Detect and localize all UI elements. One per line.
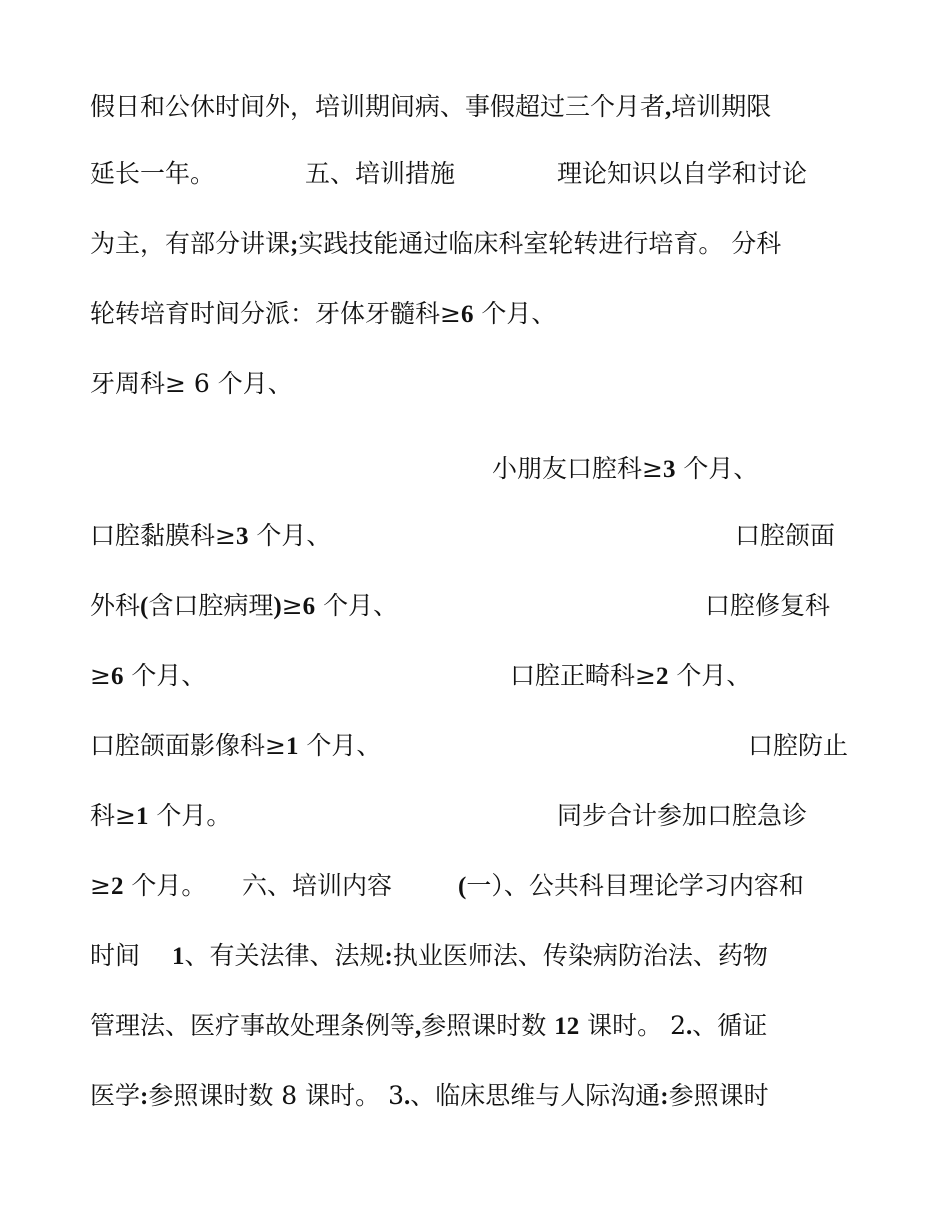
text-line [90, 939, 140, 973]
bold-text-run: 6 [460, 301, 474, 328]
bold-text-run: . [686, 1013, 693, 1040]
text-line [510, 659, 751, 694]
text-run: 、循证 [692, 1011, 768, 1040]
text-line [242, 869, 392, 903]
text-run: 为主，有部分讲课 [90, 229, 291, 258]
bold-text-run: ( [140, 593, 149, 620]
bold-text-run: 3 [235, 523, 249, 550]
text-run: 课时。 2 [579, 1011, 687, 1040]
text-run: 一）、公共科目理论学习内容和 [466, 871, 804, 900]
text-line [90, 869, 206, 904]
text-line [90, 1079, 769, 1114]
text-run: 牙周科≥ 6 个月、 [90, 369, 293, 398]
text-run: 含口腔病理 [148, 591, 274, 620]
text-line [90, 799, 231, 834]
text-run: 口腔黏膜科≥ [90, 521, 236, 550]
text-line [492, 452, 758, 487]
text-run: 同步合计参加口腔急诊 [557, 801, 808, 830]
text-line [705, 589, 830, 623]
text-line [90, 157, 215, 191]
text-line [90, 90, 771, 125]
text-run: 参照课时数 [421, 1011, 555, 1040]
bold-text-run: ; [290, 231, 299, 258]
bold-text-run: , [415, 1013, 422, 1040]
bold-text-run: , [665, 94, 672, 121]
text-run: 口腔修复科 [705, 591, 831, 620]
bold-text-run: 12 [554, 1013, 580, 1040]
text-run: 延长一年。 [90, 159, 216, 188]
text-run: 、临床思维与人际沟通 [410, 1081, 661, 1110]
text-line [458, 869, 804, 904]
text-run: 轮转培育时间分派：牙体牙髓科≥ [90, 299, 461, 328]
text-run: 科≥ [90, 801, 136, 830]
text-line [90, 367, 293, 401]
text-run: 个月、 [473, 299, 557, 328]
bold-text-run: : [384, 943, 393, 970]
text-run: 假日和公休时间外，培训期间病、事假超过三个月者 [90, 92, 666, 121]
text-line [90, 1009, 767, 1044]
bold-text-run: 6 [302, 593, 316, 620]
text-run: 个月。 [148, 801, 232, 830]
text-line [90, 227, 781, 262]
text-run: 参照课时 [668, 1081, 769, 1110]
bold-text-run: ( [458, 873, 467, 900]
text-run: 个月、 [675, 454, 759, 483]
text-line [90, 659, 206, 694]
text-line [172, 939, 768, 974]
text-run: 理论知识以自学和讨论 [557, 159, 808, 188]
text-run: 个月、 [315, 591, 399, 620]
text-run: 口腔颌面 [735, 521, 836, 550]
text-run: ≥ [90, 871, 111, 900]
text-line [90, 589, 398, 624]
text-run: 参照课时数 8 课时。 3 [148, 1081, 404, 1110]
bold-text-run: : [140, 1083, 149, 1110]
text-line [748, 729, 848, 763]
text-run: 口腔防止 [748, 731, 849, 760]
text-run: 小朋友口腔科≥ [492, 454, 663, 483]
text-run: 个月、 [123, 661, 207, 690]
text-line [90, 297, 556, 332]
text-run: 管理法、医疗事故处理条例等 [90, 1011, 416, 1040]
bold-text-run: 1 [172, 943, 185, 970]
text-run: 实践技能通过临床科室轮转进行培育。 分科 [298, 229, 782, 258]
text-run: 个月。 [123, 871, 207, 900]
text-line [90, 519, 331, 554]
text-run: 医学 [90, 1081, 141, 1110]
text-run: 时间 [90, 941, 141, 970]
bold-text-run: 1 [285, 733, 299, 760]
text-line [735, 519, 835, 553]
text-run: 六、培训内容 [242, 871, 393, 900]
text-run: 五、培训措施 [305, 159, 456, 188]
bold-text-run: . [404, 1083, 411, 1110]
text-line [305, 157, 455, 191]
bold-text-run: 2 [110, 873, 124, 900]
bold-text-run: ) [273, 593, 282, 620]
text-run: 个月、 [298, 731, 382, 760]
text-line [557, 157, 807, 191]
text-run: 、有关法律、法规 [184, 941, 385, 970]
text-run: ≥ [281, 591, 303, 620]
bold-text-run: 3 [662, 456, 676, 483]
text-run: 执业医师法、传染病防治法、药物 [392, 941, 768, 970]
bold-text-run: : [660, 1083, 669, 1110]
text-line [557, 799, 807, 833]
text-run: 培训期限 [671, 92, 772, 121]
bold-text-run: 6 [110, 663, 124, 690]
text-run: 口腔正畸科≥ [510, 661, 656, 690]
text-run: 个月、 [668, 661, 752, 690]
text-run: 口腔颌面影像科≥ [90, 731, 286, 760]
text-run: 个月、 [248, 521, 332, 550]
text-run: ≥ [90, 661, 111, 690]
bold-text-run: 2 [655, 663, 669, 690]
text-run: 外科 [90, 591, 141, 620]
bold-text-run: 1 [135, 803, 149, 830]
text-line [90, 729, 381, 764]
